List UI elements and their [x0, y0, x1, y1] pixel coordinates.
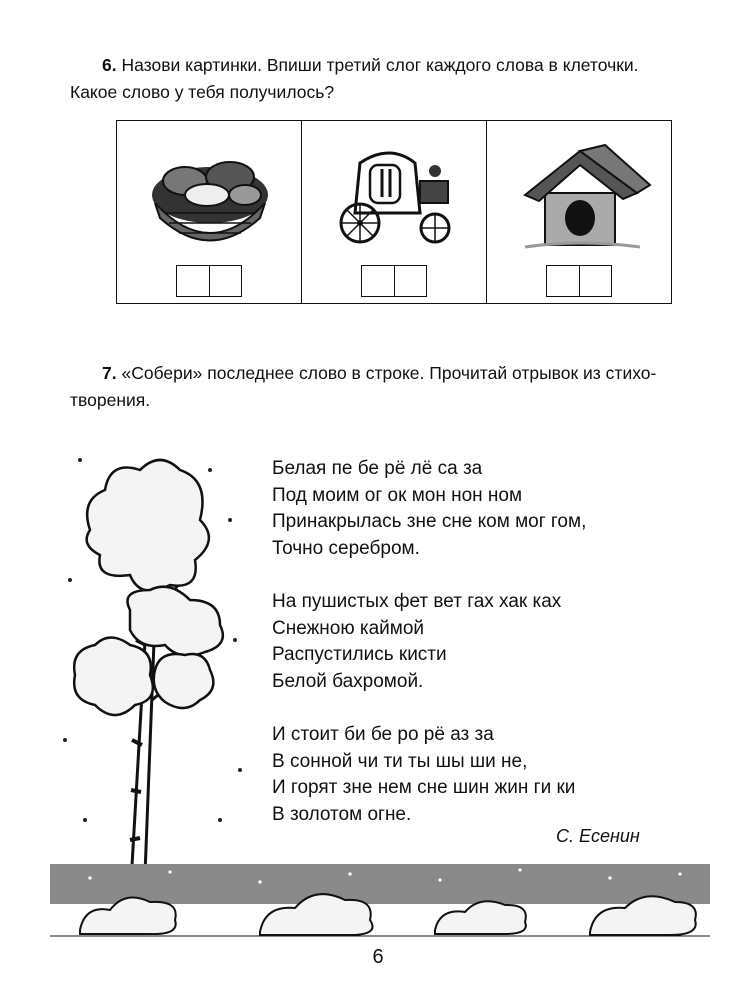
poem-line: В золотом огне. — [272, 803, 412, 825]
syllable-box[interactable] — [362, 266, 394, 296]
task-6-text-line2: Какое слово у тебя получилось? — [70, 82, 335, 102]
task-6-number: 6. — [102, 55, 117, 75]
picture-cell-carriage — [302, 121, 487, 303]
task-7-text-line1: «Собери» последнее слово в строке. Прочитай отрывок из стихо- — [121, 363, 657, 383]
bread-basket-icon — [135, 133, 285, 253]
syllable-box[interactable] — [394, 266, 426, 296]
poem-line: Принакрылась зне сне ком мог гом, — [272, 511, 587, 532]
task-7-number: 7. — [102, 363, 117, 383]
poem-line: Точно серебром. — [272, 537, 420, 559]
syllable-boxes[interactable] — [546, 265, 612, 297]
poem-author: С. Есенин — [556, 826, 640, 846]
syllable-box[interactable] — [209, 266, 241, 296]
syllable-box[interactable] — [177, 266, 209, 296]
poem-line: И горят зне нем сне шин жин ги ки — [272, 777, 576, 798]
syllable-box[interactable] — [579, 266, 611, 296]
page-number: 6 — [372, 946, 384, 968]
poem-stanza — [272, 456, 662, 562]
poem-line: Белой бахромой. — [272, 670, 424, 692]
poem-line: Распустились кисти — [272, 644, 447, 665]
carriage-icon — [320, 133, 470, 253]
picture-cell-doghouse — [487, 121, 671, 303]
poem-stanza — [272, 722, 662, 828]
task-6 — [70, 52, 710, 106]
syllable-boxes[interactable] — [176, 265, 242, 297]
task-7 — [70, 360, 710, 414]
task-7-text-line2: творения. — [70, 390, 151, 410]
doghouse-icon — [505, 133, 655, 253]
poem — [272, 456, 662, 855]
syllable-boxes[interactable] — [361, 265, 427, 297]
poem-line: И стоит би бе ро рё аз за — [272, 724, 494, 745]
poem-line: Снежною каймой — [272, 617, 425, 639]
poem-line: Белая пе бе рё лё са за — [272, 458, 483, 479]
task-6-text-line1: Назови картинки. Впиши третий слог каждого слова в клеточки. — [121, 55, 639, 75]
syllable-box[interactable] — [547, 266, 579, 296]
poem-line: В сонной чи ти ты шы ши не, — [272, 750, 528, 772]
poem-line: На пушистых фет вет гах хак ках — [272, 591, 562, 612]
snowy-ground-illustration — [50, 860, 710, 940]
picture-table — [116, 120, 672, 304]
picture-cell-bread-basket — [117, 121, 302, 303]
poem-stanza — [272, 589, 662, 695]
poem-line: Под моим ог ок мон нон ном — [272, 484, 523, 506]
birch-tree-illustration — [60, 440, 250, 900]
